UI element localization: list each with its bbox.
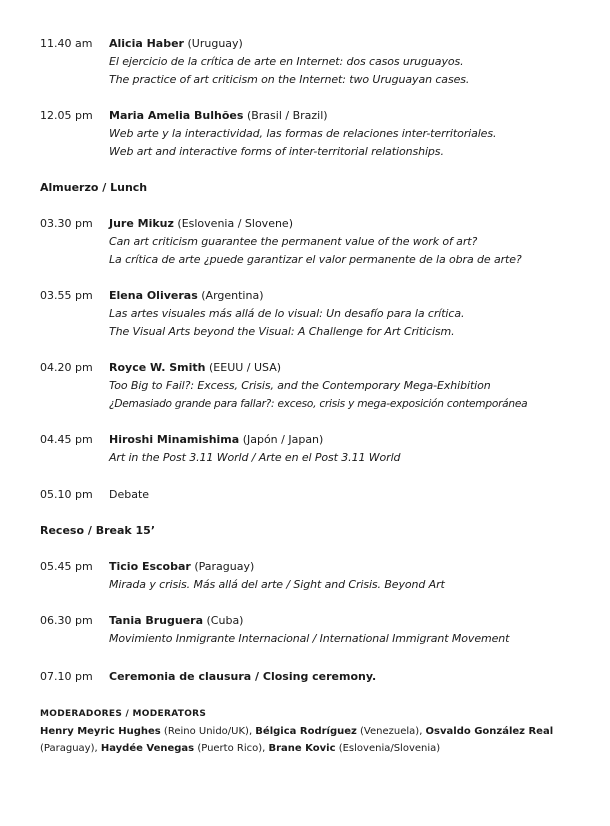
talk-title: Art in the Post 3.11 World / Arte en el Post 3.11 World bbox=[109, 451, 401, 464]
talk-title-es: La crítica de arte ¿puede garantizar el valor permanente de la obra de arte? bbox=[109, 253, 522, 266]
moderators-heading: MODERADORES / MODERATORS bbox=[40, 709, 207, 719]
debate-label: Debate bbox=[109, 488, 150, 501]
talk-title: Movimiento Inmigrante Internacional / International Immigrant Movement bbox=[109, 632, 510, 645]
moderator-country: (Eslovenia/Slovenia) bbox=[338, 743, 441, 754]
session-entry bbox=[40, 558, 605, 594]
break-heading: Receso / Break 15’ bbox=[40, 524, 156, 537]
session-time: 06.30 pm bbox=[40, 614, 93, 627]
session-entry bbox=[40, 359, 605, 413]
speaker-name: Elena Oliveras bbox=[109, 289, 198, 302]
speaker-name: Hiroshi Minamishima bbox=[109, 433, 240, 446]
session-time: 07.10 pm bbox=[40, 670, 93, 683]
speaker-name: Alicia Haber bbox=[109, 37, 184, 50]
speaker-name: Ticio Escobar bbox=[109, 560, 191, 573]
session-time: 12.05 pm bbox=[40, 109, 93, 122]
moderator-country: (Reino Unido/UK) bbox=[163, 726, 249, 737]
closing-label: Ceremonia de clausura / Closing ceremony. bbox=[109, 670, 377, 683]
session-time: 04.20 pm bbox=[40, 361, 93, 374]
speaker-name: Tania Bruguera bbox=[109, 614, 204, 627]
talk-title-en: Can art criticism guarantee the permanent value of the work of art? bbox=[109, 235, 478, 248]
speaker-country: (Argentina) bbox=[201, 289, 264, 302]
lunch-heading: Almuerzo / Lunch bbox=[40, 181, 148, 194]
session-time: 03.55 pm bbox=[40, 289, 93, 302]
session-time: 11.40 am bbox=[40, 37, 93, 50]
moderator-name: Bélgica Rodríguez bbox=[255, 726, 357, 737]
moderator-country: (Puerto Rico) bbox=[197, 743, 263, 754]
speaker-country: (Cuba) bbox=[206, 614, 244, 627]
session-entry bbox=[40, 431, 605, 467]
speaker-country: (Paraguay) bbox=[194, 560, 255, 573]
session-entry bbox=[40, 35, 605, 89]
talk-title-en: The Visual Arts beyond the Visual: A Challenge for Art Criticism. bbox=[109, 325, 455, 338]
speaker-name: Jure Mikuz bbox=[109, 217, 174, 230]
talk-title-es: ¿Demasiado grande para fallar?: exceso, crisis y mega-exposición contemporánea bbox=[109, 398, 528, 410]
session-time: 05.10 pm bbox=[40, 488, 93, 501]
session-entry bbox=[40, 107, 605, 161]
speaker-name: Royce W. Smith bbox=[109, 361, 206, 374]
talk-title-es: El ejercicio de la crítica de arte en Internet: dos casos uruguayos. bbox=[109, 55, 464, 68]
session-time: 03.30 pm bbox=[40, 217, 93, 230]
session-entry bbox=[40, 612, 605, 648]
talk-title-en: Too Big to Fail?: Excess, Crisis, and the Contemporary Mega-Exhibition bbox=[109, 379, 491, 392]
moderators-list: Henry Meyric Hughes (Reino Unido/UK), Bélgica Rodríguez (Venezuela), Osvaldo González Real (Paraguay), Haydée Venegas (Puerto Rico), Brane Kovic (Eslovenia/Slovenia) bbox=[40, 726, 554, 754]
moderator-name: Haydée Venegas bbox=[100, 743, 195, 754]
speaker-country: (EEUU / USA) bbox=[209, 361, 282, 374]
debate-entry bbox=[40, 486, 605, 504]
speaker-country: (Brasil / Brazil) bbox=[246, 109, 328, 122]
talk-title-es: Las artes visuales más allá de lo visual: Un desafío para la crítica. bbox=[109, 307, 465, 320]
speaker-country: (Japón / Japan) bbox=[242, 433, 324, 446]
session-time: 05.45 pm bbox=[40, 560, 93, 573]
speaker-country: (Eslovenia / Slovene) bbox=[177, 217, 293, 230]
session-entry bbox=[40, 215, 605, 269]
moderator-name: Brane Kovic bbox=[268, 743, 336, 754]
moderator-country: (Paraguay) bbox=[40, 743, 95, 754]
closing-entry bbox=[40, 668, 605, 686]
moderator-name: Henry Meyric Hughes bbox=[40, 726, 161, 737]
moderator-country: (Venezuela) bbox=[360, 726, 420, 737]
session-time: 04.45 pm bbox=[40, 433, 93, 446]
talk-title-en: The practice of art criticism on the Internet: two Uruguayan cases. bbox=[109, 73, 470, 86]
talk-title-en: Web art and interactive forms of inter-territorial relationships. bbox=[109, 145, 444, 158]
speaker-country: (Uruguay) bbox=[187, 37, 243, 50]
session-entry bbox=[40, 287, 605, 341]
talk-title: Mirada y crisis. Más allá del arte / Sight and Crisis. Beyond Art bbox=[109, 578, 445, 591]
moderator-name: Osvaldo González Real bbox=[425, 726, 554, 737]
talk-title-es: Web arte y la interactividad, las formas de relaciones inter-territoriales. bbox=[109, 127, 497, 140]
speaker-name: Maria Amelia Bulhões bbox=[109, 109, 244, 122]
